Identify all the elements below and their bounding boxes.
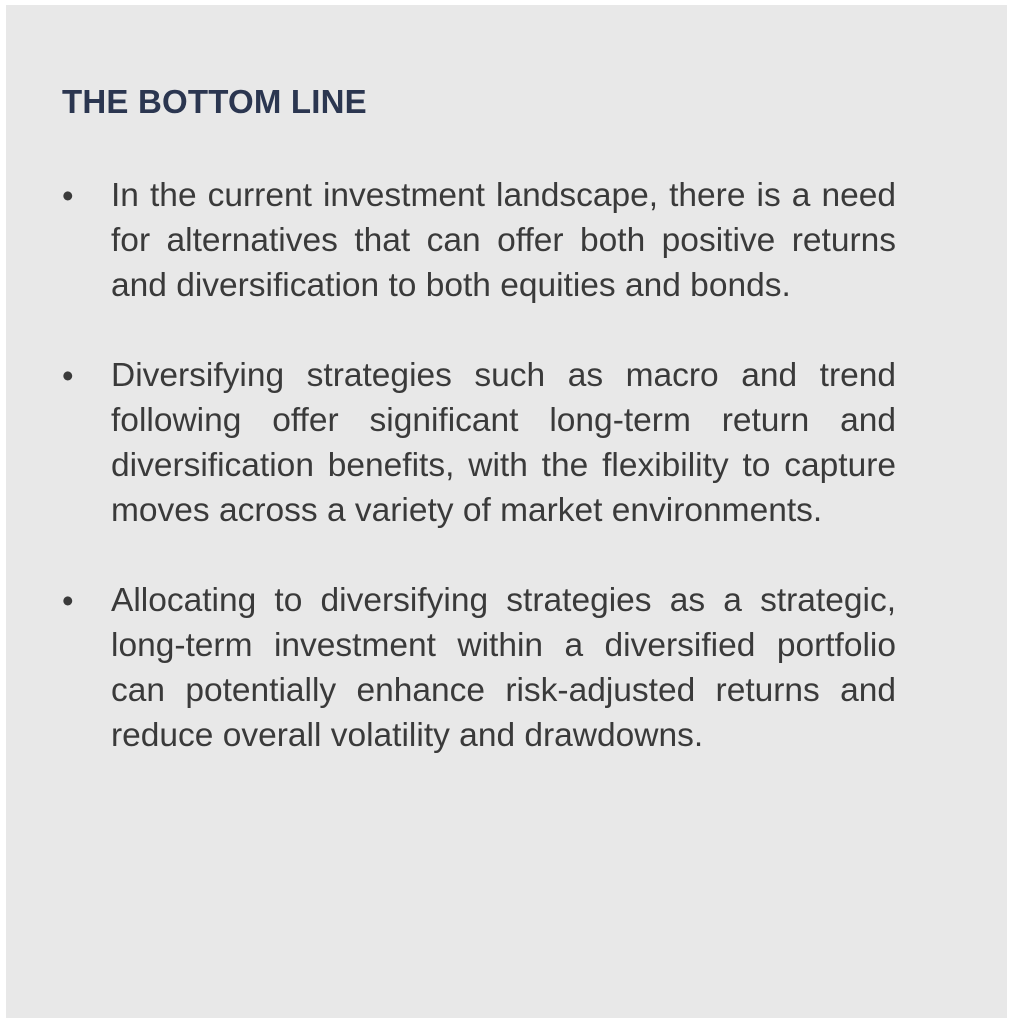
bullet-text: Allocating to diversifying strategies as a strategic, long-term investment within a diversified portfolio can potentially enhance risk-adjusted returns and reduce overall volatility and drawdowns. xyxy=(111,582,896,754)
list-item xyxy=(62,173,896,308)
section-heading: THE BOTTOM LINE xyxy=(62,83,367,120)
bullet-icon: • xyxy=(62,177,74,214)
list-item xyxy=(62,353,896,533)
bullet-text: In the current investment landscape, there is a need for alternatives that can offer both positive returns and diversification to both equities and bonds. xyxy=(111,177,896,304)
bullet-text: Diversifying strategies such as macro and trend following offer significant long-term return and diversification benefits, with the flexibility to capture moves across a variety of market environments. xyxy=(111,357,896,529)
bullet-icon: • xyxy=(62,582,74,619)
bullet-list xyxy=(62,173,896,803)
bottom-line-panel xyxy=(6,5,1007,1018)
list-item xyxy=(62,578,896,758)
bullet-icon: • xyxy=(62,357,74,394)
